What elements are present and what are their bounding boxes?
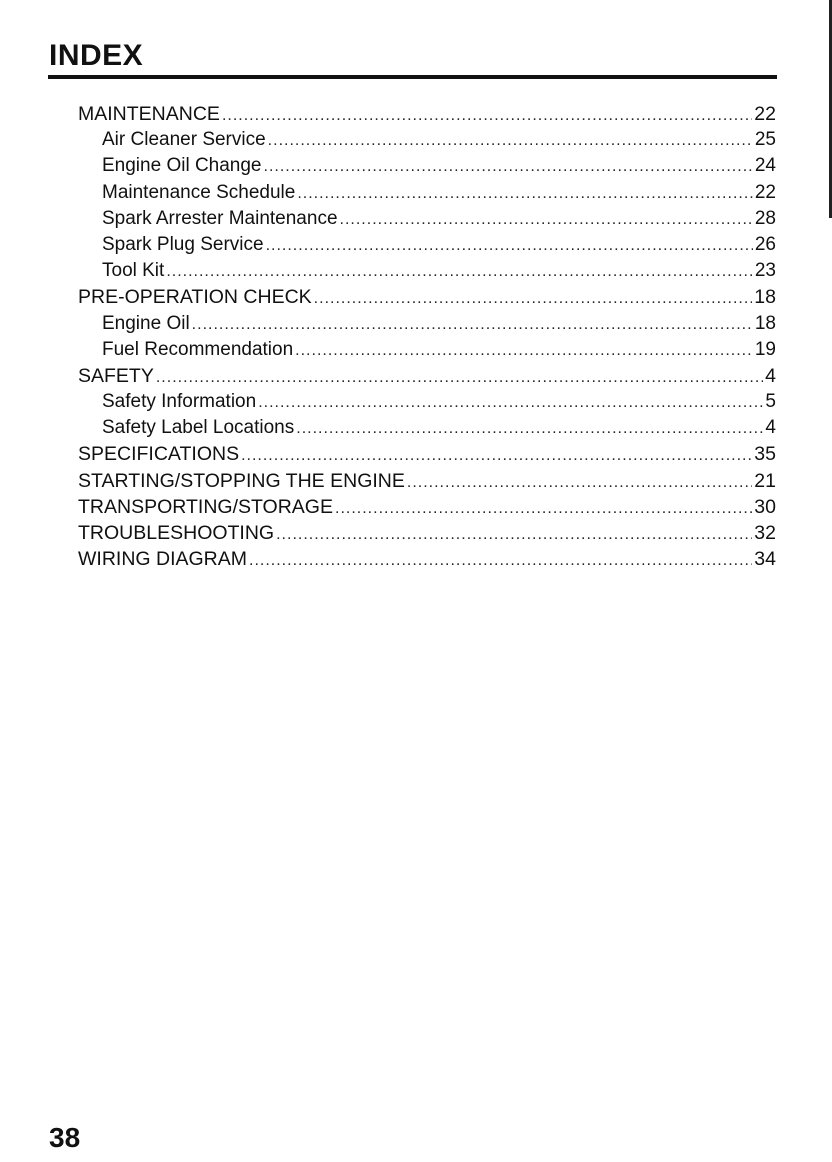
entry-page: 22 bbox=[754, 181, 776, 203]
index-subentry[interactable] bbox=[78, 232, 776, 258]
entry-label: SPECIFICATIONS bbox=[78, 443, 240, 466]
page-number: 38 bbox=[49, 1122, 81, 1153]
entry-page: 18 bbox=[754, 286, 776, 309]
index-subentry[interactable] bbox=[78, 206, 776, 232]
entry-label: Safety Label Locations bbox=[102, 417, 295, 439]
index-subentry[interactable] bbox=[78, 389, 776, 415]
entry-label: Tool Kit bbox=[102, 260, 165, 282]
entry-page: 5 bbox=[765, 391, 776, 413]
dot-leader bbox=[264, 154, 753, 180]
entry-label: Air Cleaner Service bbox=[102, 129, 266, 151]
entry-label: TROUBLESHOOTING bbox=[78, 522, 275, 544]
entry-label: PRE-OPERATION CHECK bbox=[78, 286, 312, 309]
index-entry[interactable] bbox=[78, 546, 776, 572]
entry-label: WIRING DIAGRAM bbox=[78, 548, 247, 571]
entry-page: 21 bbox=[754, 469, 776, 492]
entry-label: Safety Information bbox=[102, 391, 257, 413]
entry-label: Fuel Recommendation bbox=[102, 338, 294, 360]
dot-leader bbox=[192, 312, 753, 338]
entry-page: 18 bbox=[754, 312, 776, 334]
entry-page: 25 bbox=[754, 129, 776, 151]
entry-page: 32 bbox=[754, 522, 776, 544]
dot-leader bbox=[268, 128, 753, 154]
index-subentry[interactable] bbox=[78, 337, 776, 363]
entry-label: STARTING/STOPPING THE ENGINE bbox=[78, 469, 405, 492]
index-entry[interactable] bbox=[78, 363, 776, 389]
entry-label: Engine Oil bbox=[102, 312, 190, 334]
index-subentry[interactable] bbox=[78, 153, 776, 179]
dot-leader bbox=[297, 181, 753, 207]
dot-leader bbox=[295, 338, 753, 364]
entry-label: Maintenance Schedule bbox=[102, 181, 296, 203]
entry-label: Spark Plug Service bbox=[102, 233, 264, 255]
entry-page: 30 bbox=[754, 495, 776, 518]
entry-page: 28 bbox=[754, 207, 776, 229]
entry-page: 4 bbox=[765, 364, 776, 387]
dot-leader bbox=[249, 548, 752, 574]
page-title: INDEX bbox=[49, 39, 144, 72]
entry-page: 24 bbox=[754, 155, 776, 177]
dot-leader bbox=[407, 470, 752, 496]
dot-leader bbox=[276, 522, 752, 548]
entry-label: SAFETY bbox=[78, 364, 154, 387]
entry-page: 4 bbox=[765, 417, 776, 439]
index-entry[interactable] bbox=[78, 520, 776, 546]
index-subentry[interactable] bbox=[78, 180, 776, 206]
entry-label: TRANSPORTING/STORAGE bbox=[78, 495, 333, 518]
dot-leader bbox=[166, 259, 753, 285]
entry-label: MAINTENANCE bbox=[78, 103, 220, 125]
index-entry[interactable] bbox=[78, 441, 776, 467]
dot-leader bbox=[156, 365, 763, 391]
entry-page: 19 bbox=[754, 338, 776, 360]
dot-leader bbox=[222, 103, 752, 129]
dot-leader bbox=[258, 390, 763, 416]
index-list bbox=[78, 101, 776, 572]
entry-label: Spark Arrester Maintenance bbox=[102, 207, 338, 229]
dot-leader bbox=[340, 207, 753, 233]
entry-page: 35 bbox=[754, 443, 776, 466]
title-rule bbox=[48, 75, 777, 79]
index-entry[interactable] bbox=[78, 468, 776, 494]
entry-page: 34 bbox=[754, 548, 776, 571]
index-subentry[interactable] bbox=[78, 258, 776, 284]
index-entry[interactable] bbox=[78, 101, 776, 127]
index-subentry[interactable] bbox=[78, 311, 776, 337]
entry-label: Engine Oil Change bbox=[102, 155, 262, 177]
index-subentry[interactable] bbox=[78, 127, 776, 153]
entry-page: 22 bbox=[754, 103, 776, 125]
dot-leader bbox=[296, 416, 763, 442]
entry-page: 23 bbox=[754, 260, 776, 282]
dot-leader bbox=[266, 233, 753, 259]
index-entry[interactable] bbox=[78, 284, 776, 310]
entry-page: 26 bbox=[754, 233, 776, 255]
dot-leader bbox=[314, 286, 753, 312]
dot-leader bbox=[335, 496, 752, 522]
index-entry[interactable] bbox=[78, 494, 776, 520]
index-subentry[interactable] bbox=[78, 415, 776, 441]
dot-leader bbox=[241, 443, 752, 469]
